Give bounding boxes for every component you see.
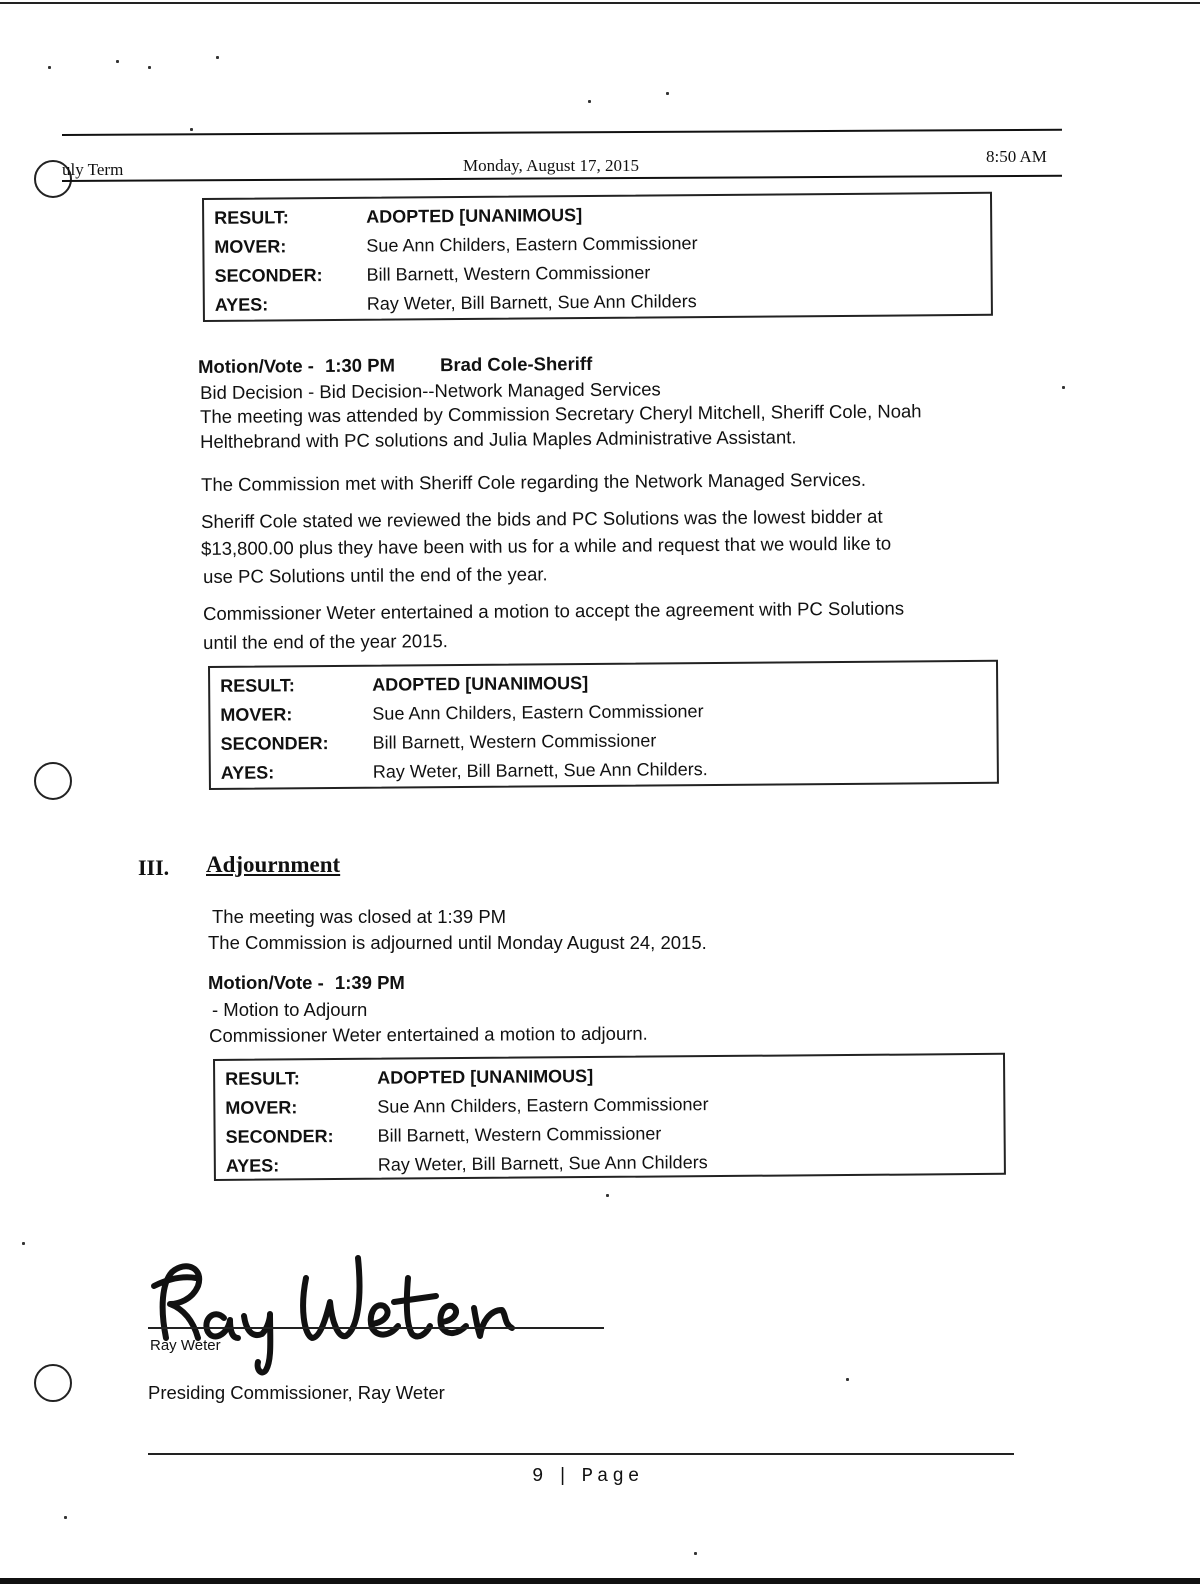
vote-label: SECONDER:: [225, 1126, 334, 1147]
signature-line: [148, 1327, 604, 1329]
scan-top-edge: [0, 2, 1200, 4]
scan-speck: [1062, 386, 1065, 389]
scan-bottom-edge: [0, 1578, 1200, 1584]
closing-line: The meeting was closed at 1:39 PM: [212, 906, 507, 927]
vote-value: Ray Weter, Bill Barnett, Sue Ann Childers.: [372, 759, 708, 782]
scan-speck: [216, 56, 219, 59]
vote-label: MOVER:: [225, 1097, 298, 1118]
motion-subject: Bid Decision - Bid Decision--Network Managed Services: [200, 378, 661, 403]
vote-row-ayes: [215, 285, 991, 320]
header-date: Monday, August 17, 2015: [463, 156, 639, 175]
motion-label: Motion/Vote -: [198, 355, 314, 377]
scan-speck: [666, 92, 669, 95]
vote-value: Sue Ann Childers, Eastern Commissioner: [377, 1094, 709, 1117]
scan-speck: [606, 1194, 609, 1197]
vote-label: MOVER:: [214, 236, 287, 257]
vote-row-ayes: [221, 753, 997, 788]
vote-label: AYES:: [225, 1155, 280, 1176]
punch-hole-bottom: [34, 1364, 72, 1402]
vote-label: RESULT:: [220, 675, 295, 696]
header-time: 8:50 AM: [986, 147, 1047, 166]
page-footer: [532, 1465, 643, 1487]
motion-heading: [208, 970, 405, 995]
section-title: Adjournment: [206, 852, 341, 877]
vote-value: Bill Barnett, Western Commissioner: [377, 1123, 662, 1146]
vote-value: ADOPTED [UNANIMOUS]: [377, 1066, 594, 1088]
vote-label: MOVER:: [220, 704, 293, 725]
vote-label: AYES:: [214, 294, 269, 315]
punch-hole-middle: [34, 762, 72, 800]
page-label: Page: [581, 1465, 644, 1487]
attendance-line: Helthebrand with PC solutions and Julia Maples Administrative Assistant.: [200, 426, 797, 452]
vote-label: SECONDER:: [220, 733, 329, 754]
vote-label: RESULT:: [214, 207, 289, 228]
handwritten-signature: [140, 1238, 540, 1378]
motion-subject: - Motion to Adjourn: [212, 999, 368, 1020]
vote-table: [213, 1053, 1006, 1181]
scan-speck: [190, 128, 193, 131]
page-number: 9: [532, 1465, 545, 1487]
paragraph: The Commission met with Sheriff Cole regarding the Network Managed Services.: [201, 468, 867, 495]
vote-value: Bill Barnett, Western Commissioner: [366, 262, 651, 285]
vote-row-ayes: [226, 1146, 1004, 1181]
signature-title: Presiding Commissioner, Ray Weter: [148, 1382, 445, 1403]
adjourned-line: The Commission is adjourned until Monday August 24, 2015.: [208, 932, 707, 953]
attendance-line: The meeting was attended by Commission Secretary Cheryl Mitchell, Sheriff Cole, Noah: [200, 400, 922, 427]
vote-value: Bill Barnett, Western Commissioner: [372, 730, 657, 753]
motion-presenter: Brad Cole-Sheriff: [439, 352, 593, 376]
header-rule-top: [62, 129, 1062, 136]
scan-speck: [846, 1378, 849, 1381]
header-term: uly Term: [62, 160, 124, 179]
vote-label: SECONDER:: [214, 265, 323, 286]
scan-speck: [64, 1516, 67, 1519]
motion-heading: [198, 351, 592, 379]
vote-table: [208, 660, 999, 790]
scan-speck: [588, 100, 591, 103]
vote-value: Sue Ann Childers, Eastern Commissioner: [366, 233, 698, 256]
vote-table: [202, 192, 993, 322]
section-number: III.: [138, 855, 170, 880]
scan-speck: [116, 60, 119, 63]
page-separator: |: [556, 1465, 570, 1487]
vote-label: AYES:: [220, 762, 275, 783]
paragraph-line: Sheriff Cole stated we reviewed the bids and PC Solutions was the lowest bidder at: [201, 505, 883, 532]
motion-label: Motion/Vote -: [208, 972, 324, 993]
vote-value: Ray Weter, Bill Barnett, Sue Ann Childers: [377, 1152, 708, 1175]
vote-value: Sue Ann Childers, Eastern Commissioner: [372, 701, 704, 724]
vote-label: RESULT:: [225, 1068, 300, 1089]
paragraph-line: until the end of the year 2015.: [203, 630, 448, 653]
scan-speck: [148, 66, 151, 69]
signature-name: Ray Weter: [150, 1337, 221, 1354]
paragraph-line: $13,800.00 plus they have been with us for a while and request that we would like to: [201, 532, 892, 559]
paragraph: Commissioner Weter entertained a motion to adjourn.: [209, 1022, 648, 1046]
scan-speck: [22, 1242, 25, 1245]
scan-speck: [48, 66, 51, 69]
vote-value: ADOPTED [UNANIMOUS]: [366, 205, 583, 227]
scan-speck: [694, 1552, 697, 1555]
paragraph-line: use PC Solutions until the end of the year.: [203, 563, 548, 587]
motion-time: 1:39 PM: [334, 972, 405, 993]
footer-rule: [148, 1453, 1014, 1455]
paragraph-line: Commissioner Weter entertained a motion to accept the agreement with PC Solutions: [203, 597, 905, 624]
vote-value: ADOPTED [UNANIMOUS]: [372, 673, 589, 695]
vote-value: Ray Weter, Bill Barnett, Sue Ann Childers: [366, 291, 697, 314]
motion-time: 1:30 PM: [324, 354, 396, 377]
